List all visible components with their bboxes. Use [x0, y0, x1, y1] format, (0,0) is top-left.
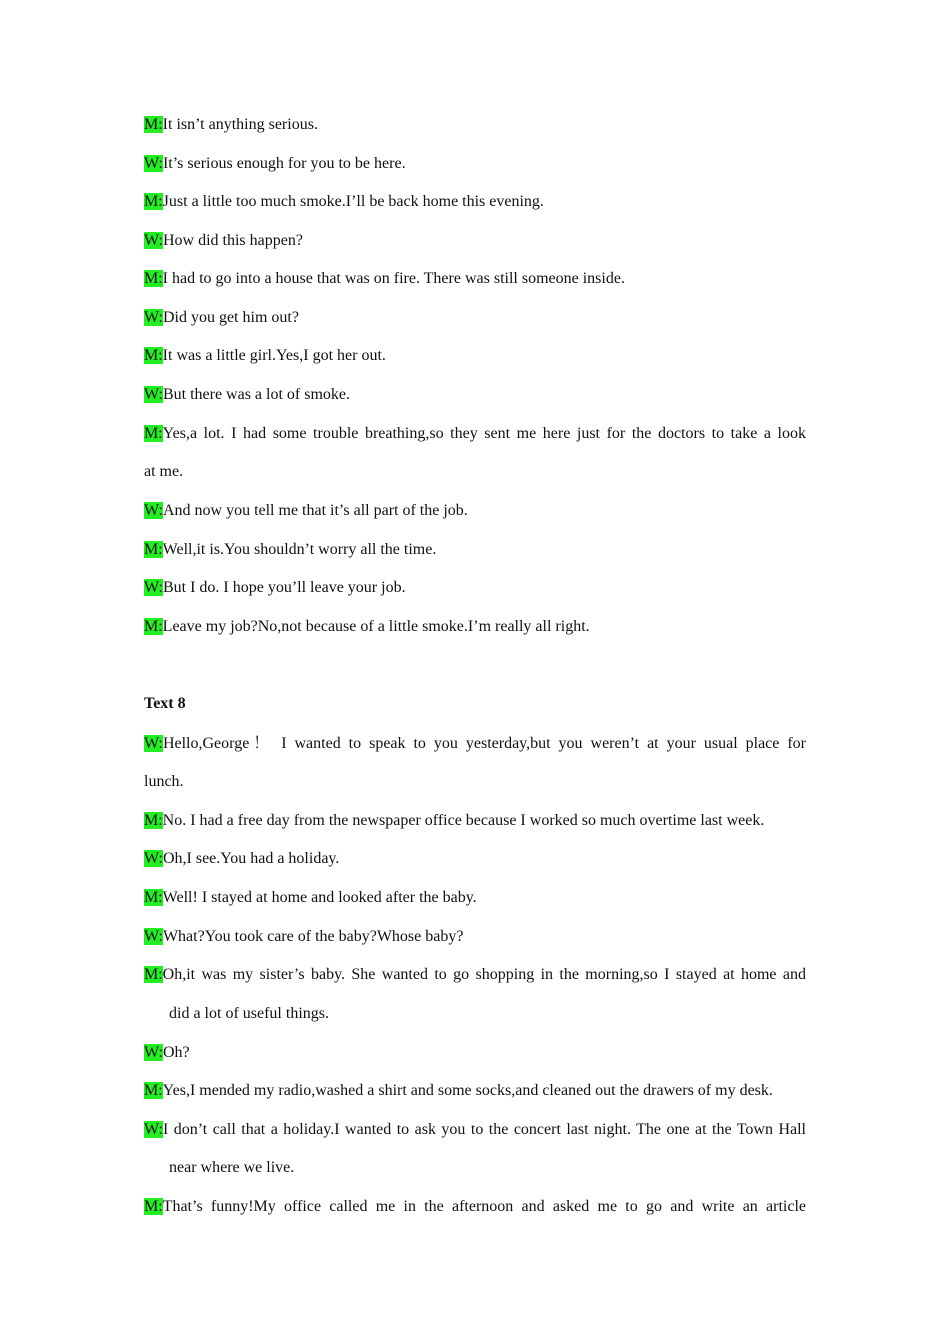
speaker-label: W:: [144, 1121, 163, 1138]
speaker-label: W:: [144, 850, 163, 867]
speaker-label: M:: [144, 541, 163, 558]
line-text: I had to go into a house that was on fire. There was still someone inside.: [162, 270, 625, 287]
line-text: Leave my job?No,not because of a little smoke.I’m really all right.: [162, 618, 590, 635]
dialogue-line: [144, 1043, 806, 1063]
section-heading: Text 8: [144, 695, 186, 712]
line-text: And now you tell me that it’s all part of the job.: [162, 502, 468, 519]
speaker-label: W:: [144, 928, 163, 945]
speaker-label: W:: [144, 1044, 163, 1061]
dialogue-line: [144, 1197, 806, 1217]
speaker-label: M:: [144, 889, 163, 906]
dialogue-line: [144, 888, 806, 908]
speaker-label: W:: [144, 232, 163, 249]
line-text: Yes,a lot. I had some trouble breathing,so they sent me here just for the doctors to take a look: [162, 425, 806, 442]
speaker-label: W:: [144, 502, 163, 519]
speaker-label: M:: [144, 116, 163, 133]
dialogue-continuation: did a lot of useful things.: [169, 1005, 329, 1022]
speaker-label: W:: [144, 579, 163, 596]
line-text: I don’t call that a holiday.I wanted to ask you to the concert last night. The one at the Town Hall: [162, 1121, 806, 1138]
line-text: Yes,I mended my radio,washed a shirt and some socks,and cleaned out the drawers of my desk.: [162, 1082, 773, 1099]
dialogue-line: [144, 154, 806, 174]
line-text: Hello,George！ I wanted to speak to you yesterday,but you weren’t at your usual place for: [162, 735, 806, 752]
speaker-label: W:: [144, 735, 163, 752]
dialogue-line: [144, 115, 806, 135]
speaker-label: W:: [144, 309, 163, 326]
line-text: How did this happen?: [162, 232, 303, 249]
dialogue-line: [144, 965, 806, 985]
speaker-label: M:: [144, 1198, 163, 1215]
line-text: Oh,it was my sister’s baby. She wanted to go shopping in the morning,so I stayed at home and: [162, 966, 806, 983]
dialogue-line: [144, 385, 806, 405]
dialogue-line: [144, 501, 806, 521]
dialogue-continuation: at me.: [144, 463, 184, 480]
dialogue-line: [144, 192, 806, 212]
dialogue-line: [144, 269, 806, 289]
dialogue-continuation: lunch.: [144, 773, 184, 790]
speaker-label: W:: [144, 155, 163, 172]
dialogue-line: [144, 811, 806, 831]
dialogue-continuation: near where we live.: [169, 1159, 295, 1176]
dialogue-line: [144, 927, 806, 947]
line-text: But there was a lot of smoke.: [162, 386, 351, 403]
line-text: That’s funny!My office called me in the afternoon and asked me to go and write an article: [162, 1198, 806, 1215]
line-text: Did you get him out?: [162, 309, 299, 326]
dialogue-line: [144, 424, 806, 444]
dialogue-line: [144, 617, 806, 637]
dialogue-line: [144, 346, 806, 366]
speaker-label: M:: [144, 1082, 163, 1099]
line-text: No. I had a free day from the newspaper office because I worked so much overtime last week.: [162, 812, 765, 829]
dialogue-line: [144, 578, 806, 598]
speaker-label: M:: [144, 812, 163, 829]
speaker-label: M:: [144, 618, 163, 635]
line-text: Well! I stayed at home and looked after the baby.: [162, 889, 477, 906]
line-text: Well,it is.You shouldn’t worry all the time.: [162, 541, 437, 558]
line-text: But I do. I hope you’ll leave your job.: [162, 579, 406, 596]
dialogue-line: [144, 1120, 806, 1140]
line-text: It was a little girl.Yes,I got her out.: [162, 347, 386, 364]
dialogue-line: [144, 308, 806, 328]
line-text: Just a little too much smoke.I’ll be back home this evening.: [162, 193, 544, 210]
speaker-label: M:: [144, 193, 163, 210]
speaker-label: W:: [144, 386, 163, 403]
line-text: It’s serious enough for you to be here.: [162, 155, 406, 172]
dialogue-line: [144, 231, 806, 251]
line-text: What?You took care of the baby?Whose baby?: [162, 928, 464, 945]
line-text: Oh?: [162, 1044, 190, 1061]
dialogue-line: [144, 1081, 806, 1101]
dialogue-line: [144, 540, 806, 560]
line-text: Oh,I see.You had a holiday.: [162, 850, 340, 867]
speaker-label: M:: [144, 270, 163, 287]
speaker-label: M:: [144, 966, 163, 983]
speaker-label: M:: [144, 347, 163, 364]
line-text: It isn’t anything serious.: [162, 116, 318, 133]
speaker-label: M:: [144, 425, 163, 442]
dialogue-line: [144, 849, 806, 869]
dialogue-line: [144, 734, 806, 754]
